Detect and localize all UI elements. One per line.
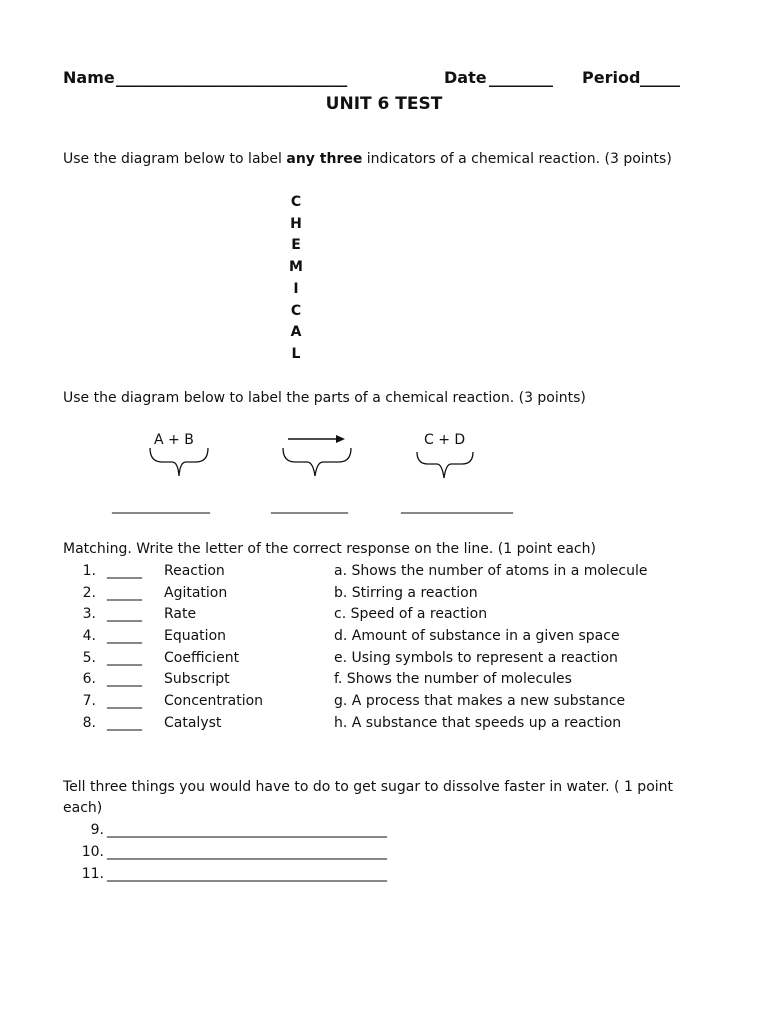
definition: d. Amount of substance in a given space	[334, 628, 620, 644]
answer-blank[interactable]: ________________________________________	[107, 844, 387, 860]
definition: h. A substance that speeds up a reaction	[334, 715, 622, 731]
term: Rate	[164, 606, 197, 622]
answer-blank[interactable]: _____	[107, 650, 142, 666]
term: Agitation	[164, 585, 228, 601]
definition: a. Shows the number of atoms in a molecule	[334, 563, 648, 579]
acrostic-letter: M	[289, 259, 303, 275]
term: Concentration	[164, 693, 264, 709]
arrow-brace-icon	[283, 448, 351, 476]
answer-blank[interactable]: _____	[107, 693, 142, 709]
name-label: Name	[63, 68, 115, 87]
answer-blank[interactable]: ________________________________________	[107, 866, 387, 882]
answer-blank[interactable]: ________________________________________	[107, 822, 387, 838]
term: Equation	[164, 628, 227, 644]
item-number: 1.	[82, 563, 96, 579]
products-brace-icon	[417, 452, 473, 478]
item-number: 7.	[82, 693, 96, 709]
matching-instruction: Matching. Write the letter of the correct response on the line. (1 point each)	[63, 541, 596, 557]
answer-blank[interactable]: _____	[107, 585, 142, 601]
section1-text-bold: any three	[286, 151, 363, 167]
page-title: UNIT 6 TEST	[325, 94, 443, 114]
answer-blank[interactable]: _____	[107, 628, 142, 644]
term: Reaction	[164, 563, 225, 579]
answer-blank[interactable]: _____	[107, 606, 142, 622]
section1-text-after: indicators of a chemical reaction. (3 points)	[366, 151, 672, 167]
acrostic-letter: E	[291, 237, 301, 253]
acrostic-letter: H	[290, 216, 302, 232]
answer-blank[interactable]: _____	[107, 671, 142, 687]
item-number: 8.	[82, 715, 96, 731]
answer-blank[interactable]: _____	[107, 715, 142, 731]
item-number: 10.	[81, 844, 104, 860]
period-label: Period	[582, 68, 641, 87]
section2-instruction: Use the diagram below to label the parts of a chemical reaction. (3 points)	[63, 390, 586, 406]
definition: b. Stirring a reaction	[334, 585, 478, 601]
item-number: 2.	[82, 585, 96, 601]
definition: g. A process that makes a new substance	[334, 693, 626, 709]
acrostic-letter: L	[291, 346, 301, 362]
term: Catalyst	[164, 715, 222, 731]
definition: f. Shows the number of molecules	[334, 671, 572, 687]
acrostic-letter: C	[290, 303, 302, 319]
answer-blank[interactable]: _____	[107, 563, 142, 579]
reactants-text: A + B	[154, 432, 194, 448]
item-number: 3.	[82, 606, 96, 622]
sugar-instruction-line2: each)	[63, 800, 103, 816]
date-label: Date	[444, 68, 487, 87]
acrostic-letter: C	[290, 194, 302, 210]
products-text: C + D	[424, 432, 466, 448]
date-blank[interactable]: ________	[489, 68, 553, 87]
term: Coefficient	[164, 650, 240, 666]
acrostic-letter: A	[290, 324, 302, 340]
item-number: 5.	[82, 650, 96, 666]
reactants-label-blank[interactable]: ______________	[112, 498, 210, 514]
acrostic-letter: I	[293, 281, 299, 297]
item-number: 4.	[82, 628, 96, 644]
reactants-brace-icon	[150, 448, 208, 476]
item-number: 6.	[82, 671, 96, 687]
item-number: 11.	[81, 866, 104, 882]
item-number: 9.	[90, 822, 104, 838]
definition: e. Using symbols to represent a reaction	[334, 650, 618, 666]
yield-arrow-icon	[288, 435, 345, 443]
section1-text-before: Use the diagram below to label	[63, 151, 282, 167]
sugar-instruction-line1: Tell three things you would have to do to get sugar to dissolve faster in water. ( 1 point	[63, 779, 674, 795]
period-blank[interactable]: _____	[640, 68, 680, 87]
term: Subscript	[164, 671, 230, 687]
name-blank[interactable]: ______________________________	[116, 68, 348, 87]
definition: c. Speed of a reaction	[334, 606, 488, 622]
arrow-label-blank[interactable]: ___________	[271, 498, 348, 514]
products-label-blank[interactable]: ________________	[401, 498, 513, 514]
